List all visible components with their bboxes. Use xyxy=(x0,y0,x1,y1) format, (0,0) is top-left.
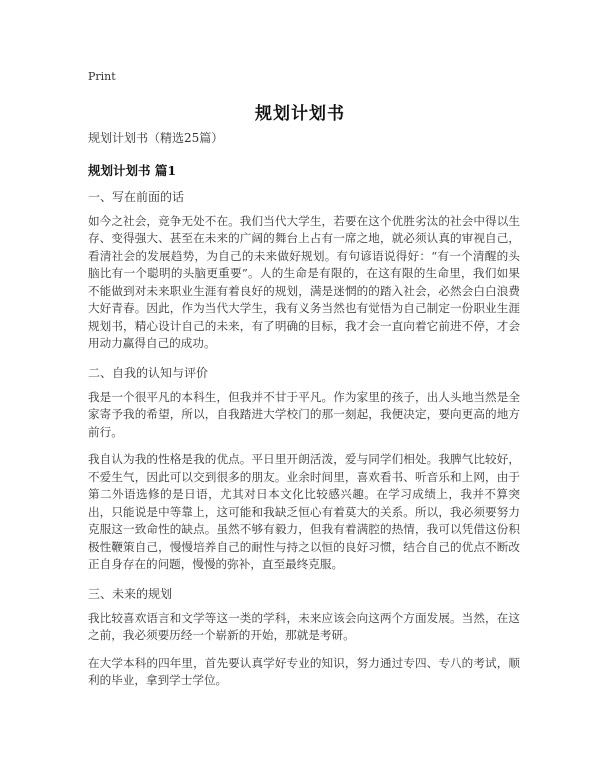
paragraph-future-1: 我比较喜欢语言和文学等这一类的学科，未来应该会向这两个方面发展。当然，在这之前，我必须要历经一个崭新的开始，那就是考研。 xyxy=(88,610,520,642)
document-subtitle: 规划计划书（精选25篇） xyxy=(88,131,224,145)
paragraph-intro: 如今之社会，竞争无处不在。我们当代大学生，若要在这个优胜劣汰的社会中得以生存、变得强大、甚至在未来的广阔的舞台上占有一席之地，就必须认真的审视自己，看清社会的发展趋势，为自己的未来做好规划。有句谚语说得好：“有一个清醒的头脑比有一个聪明的头脑更重要”。人的生命是有限的，在这有限的生命里，我们如果不能做到对未来职业生涯有着良好的规划，满是迷惘的的踏入社会，必然会白白浪费大好青春。因此，作为当代大学生，我有义务当然也有觉悟为自己制定一份职业生涯规划书，精心设计自己的未来，有了明确的目标，我才会一直向着它前进不停，才会用动力赢得自己的成功。 xyxy=(88,213,520,350)
paragraph-future-2: 在大学本科的四年里，首先要认真学好专业的知识，努力通过专四、专八的考试，顺利的毕业，拿到学士学位。 xyxy=(88,655,520,687)
heading-future-plan: 三、未来的规划 xyxy=(88,586,173,601)
print-label: Print xyxy=(88,70,116,83)
document-title: 规划计划书 xyxy=(255,104,345,124)
paragraph-self-1: 我是一个很平凡的本科生，但我并不甘于平凡。作为家里的孩子，出人头地当然是全家寄予我的希望，所以，自我踏进大学校门的那一刻起，我便决定，要向更高的地方前行。 xyxy=(88,389,520,439)
heading-self-assessment: 二、自我的认知与评价 xyxy=(88,365,209,380)
document-body xyxy=(88,128,520,700)
heading-intro: 一、写在前面的话 xyxy=(88,189,185,204)
section-title: 规划计划书 篇1 xyxy=(88,162,177,178)
paragraph-self-2: 我自认为我的性格是我的优点。平日里开朗活泼，爱与同学们相处。我脾气比较好，不爱生气，因此可以交到很多的朋友。业余时间里，喜欢看书、听音乐和上网，由于第二外语选修的是日语，尤其对日本文化比较感兴趣。在学习成绩上，我并不算突出，只能说是中等靠上，这可能和我缺乏恒心有着莫大的关系。所以，我必须要努力克服这一致命性的缺点。虽然不够有毅力，但我有着满腔的热情，我可以凭借这份积极性鞭策自己，慢慢培养自己的耐性与持之以恒的良好习惯，结合自己的优点不断改正自身存在的问题，慢慢的弥补，直至最终克服。 xyxy=(88,452,520,571)
